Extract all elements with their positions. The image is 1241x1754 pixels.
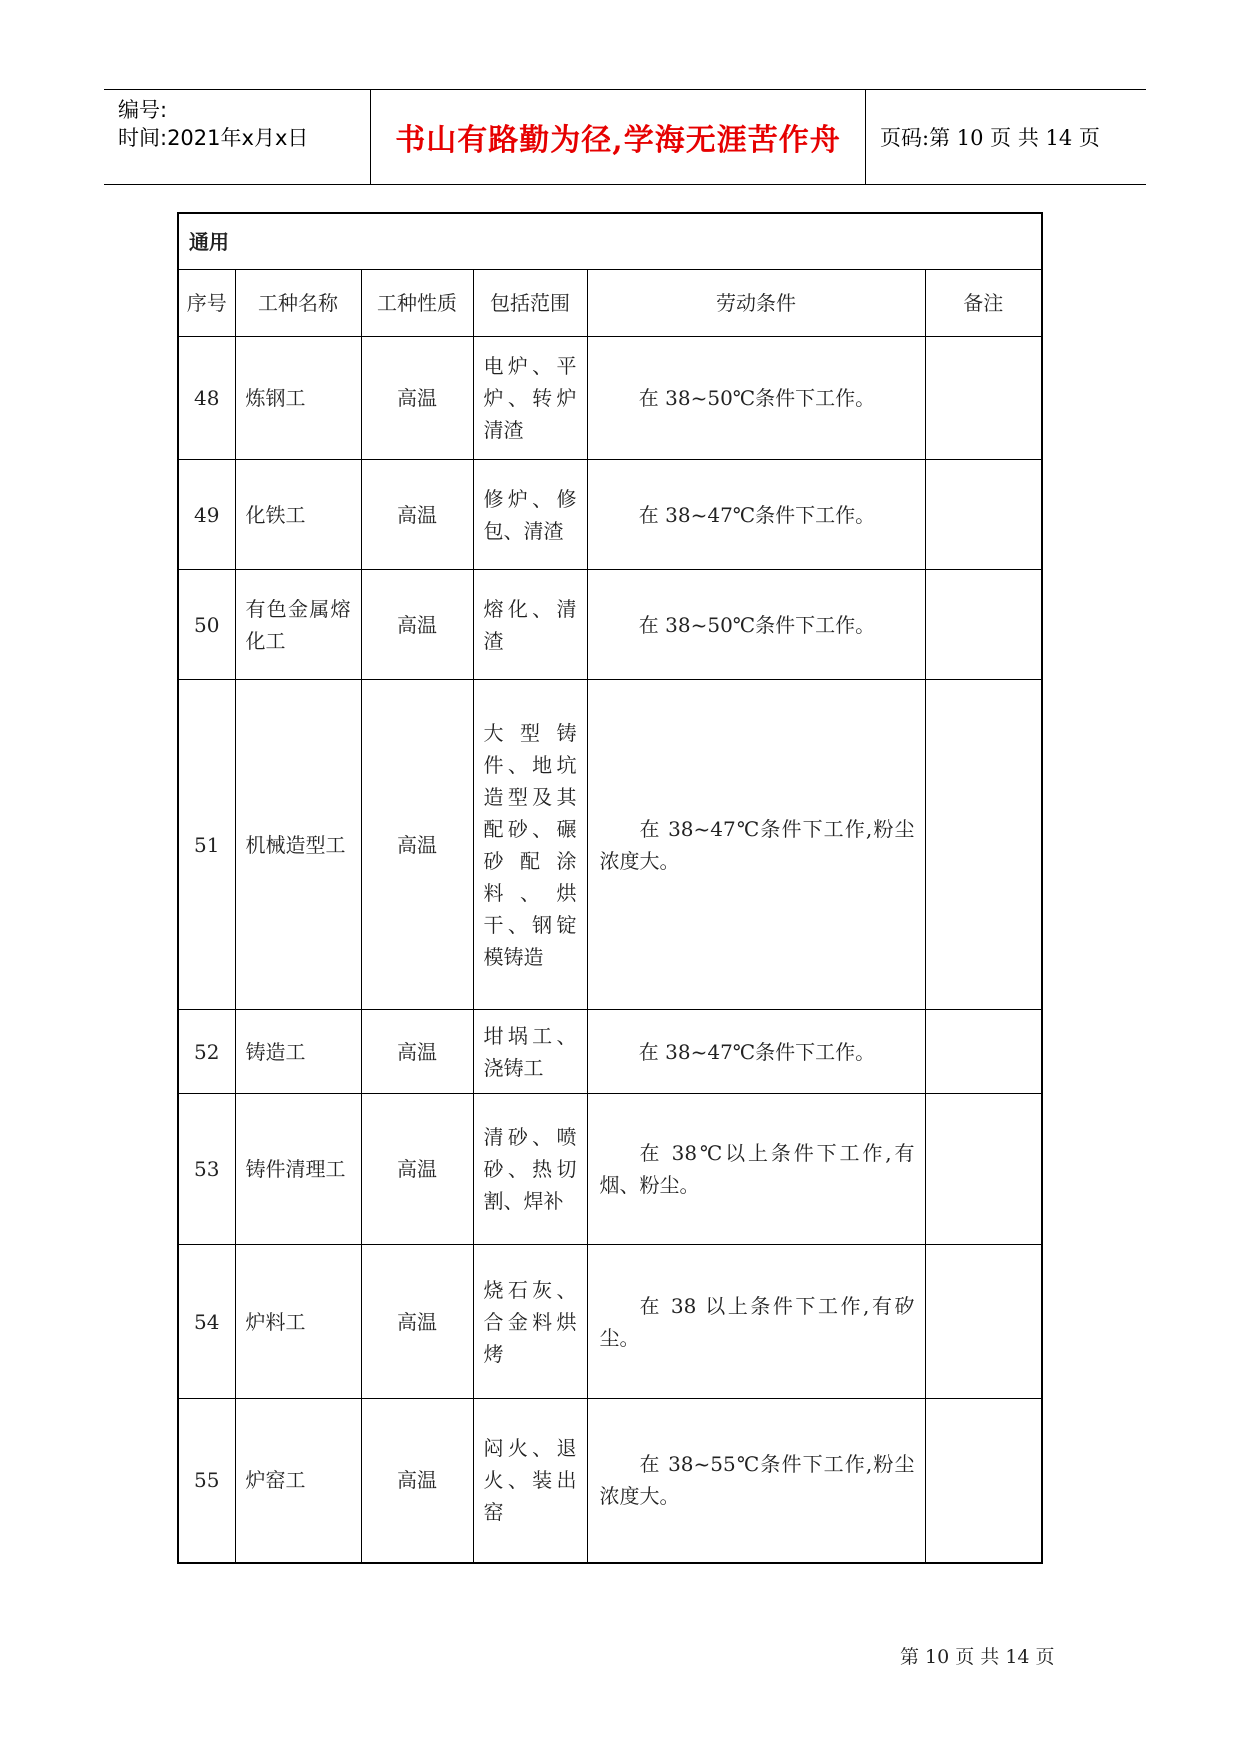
- condition-text: 在 38℃以上条件下工作,有烟、粉尘。: [599, 1141, 915, 1197]
- cell-no: 50: [178, 570, 235, 680]
- cell-condition: [587, 1399, 925, 1563]
- table-header-row: [178, 270, 1042, 337]
- cell-name: 铸件清理工: [235, 1094, 361, 1245]
- page-code: 页码:第 10 页 共 14 页: [880, 126, 1100, 150]
- cell-scope: 清砂、喷砂、热切割、焊补: [473, 1094, 587, 1245]
- cell-condition: [587, 680, 925, 1010]
- time-label: 时间:2021年x月x日: [118, 126, 309, 150]
- cell-nature: 高温: [361, 460, 473, 570]
- cell-remark: [925, 1094, 1042, 1245]
- cell-nature: 高温: [361, 1399, 473, 1563]
- cell-no: 48: [178, 337, 235, 460]
- cell-nature: 高温: [361, 680, 473, 1010]
- table-row: [178, 1399, 1042, 1563]
- cell-name: 炼钢工: [235, 337, 361, 460]
- table-row: [178, 570, 1042, 680]
- cell-condition: [587, 1094, 925, 1245]
- col-header-nature: 工种性质: [361, 270, 473, 337]
- cell-remark: [925, 1010, 1042, 1094]
- cell-remark: [925, 1399, 1042, 1563]
- table-row: [178, 1010, 1042, 1094]
- cell-remark: [925, 337, 1042, 460]
- cell-remark: [925, 460, 1042, 570]
- col-header-condition: 劳动条件: [587, 270, 925, 337]
- condition-text: 在 38~55℃条件下工作,粉尘浓度大。: [599, 1452, 915, 1509]
- section-title: 通用: [178, 213, 1042, 270]
- cell-nature: 高温: [361, 1010, 473, 1094]
- motto-text: 书山有路勤为径,学海无涯苦作舟: [395, 123, 841, 158]
- cell-nature: 高温: [361, 570, 473, 680]
- table-row: [178, 460, 1042, 570]
- cell-no: 54: [178, 1245, 235, 1399]
- col-header-scope: 包括范围: [473, 270, 587, 337]
- col-header-no: 序号: [178, 270, 235, 337]
- cell-condition: [587, 570, 925, 680]
- condition-text: 在 38~50℃条件下工作。: [638, 612, 876, 637]
- cell-nature: 高温: [361, 1094, 473, 1245]
- cell-no: 51: [178, 680, 235, 1010]
- condition-text: 在 38~47℃条件下工作。: [638, 1039, 876, 1064]
- cell-name: 机械造型工: [235, 680, 361, 1010]
- condition-text: 在 38 以上条件下工作,有矽尘。: [599, 1293, 915, 1350]
- cell-no: 55: [178, 1399, 235, 1563]
- cell-no: 49: [178, 460, 235, 570]
- cell-scope: 大型铸件、地坑造型及其配砂、碾砂配涂料、烘干、钢锭模铸造: [473, 680, 587, 1010]
- table-row: [178, 337, 1042, 460]
- cell-nature: 高温: [361, 337, 473, 460]
- header-meta: [104, 90, 371, 184]
- cell-condition: [587, 337, 925, 460]
- job-table-body: [178, 213, 1042, 1563]
- table-row: [178, 680, 1042, 1010]
- cell-remark: [925, 680, 1042, 1010]
- header-page-cell: [866, 90, 1146, 184]
- condition-text: 在 38~47℃条件下工作,粉尘浓度大。: [599, 816, 915, 873]
- section-row: [178, 213, 1042, 270]
- cell-scope: 电炉、平炉、转炉清渣: [473, 337, 587, 460]
- cell-remark: [925, 1245, 1042, 1399]
- header-motto-cell: [371, 90, 866, 184]
- table-row: [178, 1245, 1042, 1399]
- cell-name: 铸造工: [235, 1010, 361, 1094]
- job-table: [177, 212, 1043, 1564]
- cell-condition: [587, 1010, 925, 1094]
- cell-no: 52: [178, 1010, 235, 1094]
- cell-name: 化铁工: [235, 460, 361, 570]
- cell-condition: [587, 460, 925, 570]
- cell-scope: 烧石灰、合金料烘烤: [473, 1245, 587, 1399]
- cell-scope: 坩埚工、浇铸工: [473, 1010, 587, 1094]
- number-label: 编号:: [118, 98, 168, 122]
- cell-condition: [587, 1245, 925, 1399]
- condition-text: 在 38~50℃条件下工作。: [638, 386, 876, 410]
- cell-scope: 熔化、清渣: [473, 570, 587, 680]
- col-header-remark: 备注: [925, 270, 1042, 337]
- cell-scope: 闷火、退火、装出窑: [473, 1399, 587, 1563]
- cell-nature: 高温: [361, 1245, 473, 1399]
- col-header-name: 工种名称: [235, 270, 361, 337]
- cell-name: 炉窑工: [235, 1399, 361, 1563]
- condition-text: 在 38~47℃条件下工作。: [638, 502, 876, 527]
- table-row: [178, 1094, 1042, 1245]
- cell-name: 有色金属熔化工: [235, 570, 361, 680]
- cell-no: 53: [178, 1094, 235, 1245]
- cell-scope: 修炉、修包、清渣: [473, 460, 587, 570]
- document-header: [104, 89, 1146, 185]
- page-footer: 第 10 页 共 14 页: [900, 1646, 1055, 1668]
- cell-name: 炉料工: [235, 1245, 361, 1399]
- cell-remark: [925, 570, 1042, 680]
